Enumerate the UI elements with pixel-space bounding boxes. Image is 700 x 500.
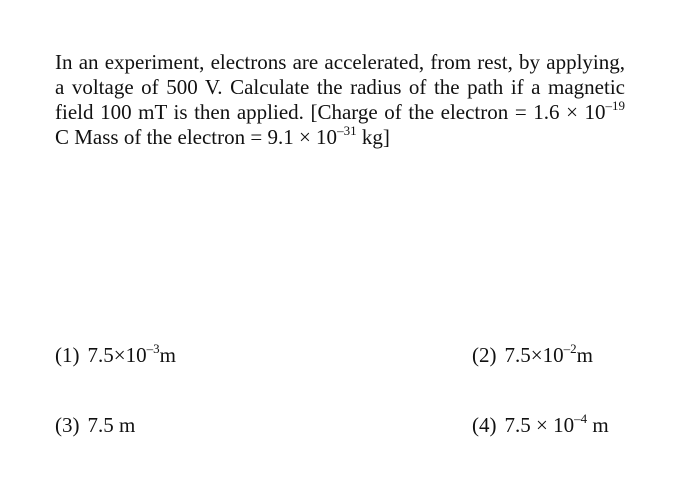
option-number: (2) <box>472 343 497 367</box>
option-exponent: –3 <box>146 341 160 356</box>
option-mantissa: 7.5 × 10 <box>504 413 575 437</box>
option-exponent: –4 <box>574 411 588 426</box>
option-mantissa: 7.5×10 <box>87 343 147 367</box>
option-number: (3) <box>55 413 80 437</box>
question-lead: In an experiment, electrons are accelerated, from rest, by applying, a voltage of 500 V. Calculate the radius of the path if a magnetic field 100 mT is then applied. [Charge of the electron = 1.6 × 10 <box>55 50 625 124</box>
option-2[interactable] <box>472 343 593 368</box>
option-unit: m <box>587 413 609 437</box>
option-3[interactable] <box>55 413 135 438</box>
question-tail: kg] <box>356 125 390 149</box>
option-mantissa: 7.5×10 <box>504 343 564 367</box>
option-1[interactable] <box>55 343 176 368</box>
option-number: (1) <box>55 343 80 367</box>
question-text <box>55 50 625 150</box>
option-unit: m <box>159 343 176 367</box>
option-exponent: –2 <box>563 341 577 356</box>
option-4[interactable] <box>472 413 609 438</box>
mass-exponent: –31 <box>337 123 357 138</box>
question-mid: C Mass of the electron = 9.1 × 10 <box>55 125 338 149</box>
option-mantissa: 7.5 m <box>87 413 136 437</box>
option-unit: m <box>576 343 593 367</box>
charge-exponent: –19 <box>605 98 625 113</box>
option-number: (4) <box>472 413 497 437</box>
